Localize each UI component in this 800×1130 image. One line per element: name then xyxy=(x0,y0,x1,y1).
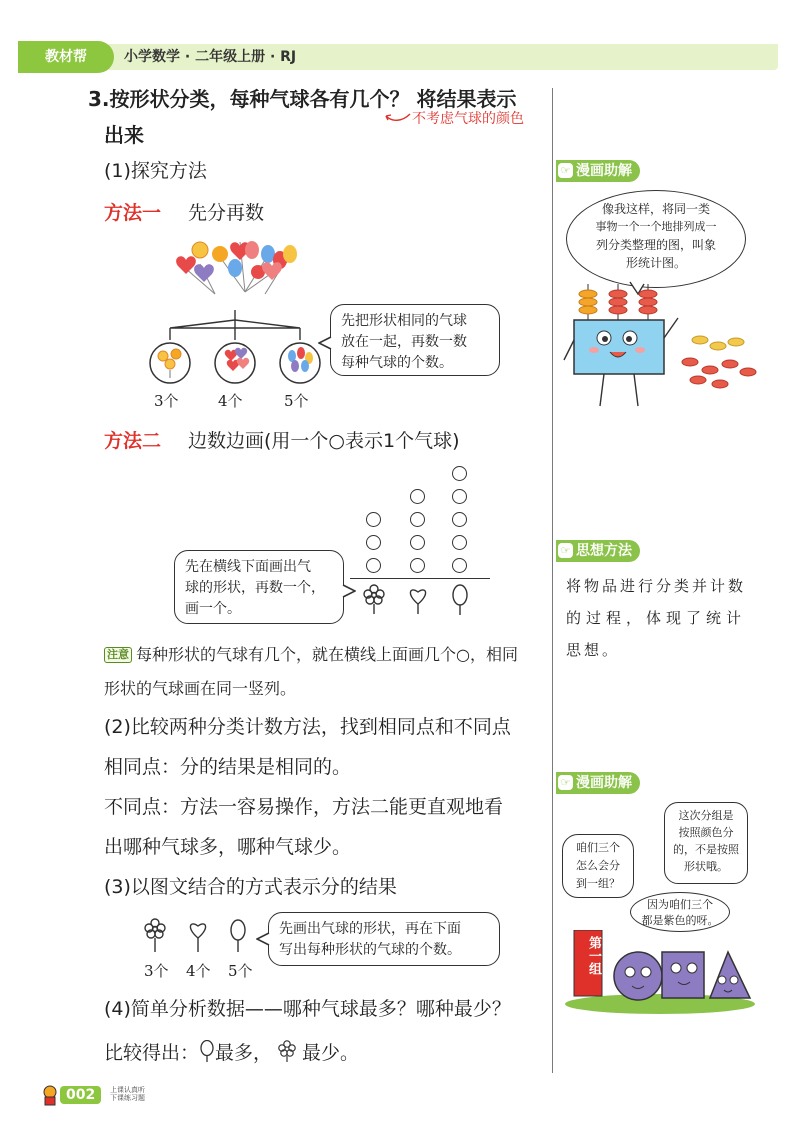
part3-speech-bubble xyxy=(268,912,500,966)
comic1-line: 像我这样，将同一类 xyxy=(601,202,710,216)
part2-diff1: 不同点：方法一容易操作，方法二能更直观地看 xyxy=(104,796,504,818)
thinking-line: 的过程，体现了统计 xyxy=(566,609,747,627)
flower-balloon-icon xyxy=(276,1040,298,1062)
bubble-tail-icon xyxy=(318,336,332,350)
heart-balloon-icon xyxy=(190,924,205,952)
comic2-b-line: 到一组？ xyxy=(576,877,620,890)
part4-conclusion xyxy=(104,1040,359,1066)
comic2-bubble-c xyxy=(630,892,730,932)
method1-bubble-line: 每种气球的个数。 xyxy=(341,355,453,371)
tally-circle xyxy=(452,535,467,550)
comic-help-label: 漫画助解 xyxy=(576,163,632,179)
comic-help-label-2: 漫画助解 xyxy=(576,775,632,791)
mascot-icon xyxy=(40,1084,60,1106)
tally-circle xyxy=(452,466,467,481)
thinking-method-tag xyxy=(556,540,640,562)
page-number: 002 xyxy=(60,1086,101,1104)
abacus-character-icon xyxy=(560,280,760,412)
comic1-bubble-text xyxy=(580,200,732,272)
thinking-method-label: 思想方法 xyxy=(576,543,632,559)
part1-label: (1)探究方法 xyxy=(104,160,207,182)
tally-circle xyxy=(410,489,425,504)
round-balloon-icon xyxy=(199,1040,215,1062)
comic2-a-line: 形状哦。 xyxy=(684,860,728,873)
tally-circle xyxy=(366,512,381,527)
heart-balloon-icon xyxy=(410,590,425,614)
part3-count-flower: 3个 xyxy=(144,962,169,980)
method1-label: 方法一 xyxy=(104,202,162,224)
method2-label: 方法二 xyxy=(104,430,162,452)
method1-speech-bubble xyxy=(330,304,500,376)
comic-help-tag xyxy=(556,160,640,182)
tally-circle xyxy=(366,558,381,573)
tally-circle xyxy=(366,535,381,550)
method1-bubble-line: 先把形状相同的气球 xyxy=(341,313,467,329)
tally-circle xyxy=(452,512,467,527)
method2-bubble-line: 球的形状，再数一个， xyxy=(185,580,325,596)
column-divider xyxy=(552,88,553,1073)
method2-text: 边数边画(用一个○表示1个气球) xyxy=(188,430,460,452)
note-text: 每种形状的气球有几个，就在横线上面画几个○，相同 xyxy=(136,645,518,664)
note-line1 xyxy=(104,642,518,668)
part2-diff2: 出哪种气球多，哪种气球少。 xyxy=(104,836,352,858)
comic-help-tag-2 xyxy=(556,772,640,794)
note-line2: 形状的气球画在同一竖列。 xyxy=(104,679,297,698)
flower-balloon-icon xyxy=(364,585,384,614)
part2-line1: (2)比较两种分类计数方法，找到相同点和不同点 xyxy=(104,716,511,738)
method1-text: 先分再数 xyxy=(188,202,265,224)
balloon-bunch-icon xyxy=(176,241,297,294)
comic1-line: 事物一个一个地排列成一 xyxy=(595,220,717,233)
part4-label: (4)简单分析数据——哪种气球最多？哪种最少？ xyxy=(104,998,511,1020)
tally-baseline xyxy=(350,578,490,579)
bubble-tail-icon xyxy=(342,584,356,598)
conclusion-prefix: 比较得出： xyxy=(104,1042,200,1064)
method1-count-flower: 3个 xyxy=(154,392,179,410)
tally-circle xyxy=(410,512,425,527)
round-balloon-icon xyxy=(231,920,245,952)
tally-circle xyxy=(410,558,425,573)
part3-label: (3)以图文结合的方式表示分的结果 xyxy=(104,876,397,898)
flower-balloon-icon xyxy=(145,919,165,952)
tally-circle xyxy=(452,489,467,504)
comic2-bubble-b xyxy=(562,834,634,898)
comic2-c-line: 因为咱们三个 xyxy=(647,898,713,911)
brand-tag: 教材帮 xyxy=(18,41,114,73)
comic2-c-line: 都是紫色的呀。 xyxy=(641,914,719,927)
part3-count-heart: 4个 xyxy=(186,962,211,980)
comic2-a-line: 这次分组是 xyxy=(678,809,734,822)
conclusion-least: 最少。 xyxy=(302,1042,360,1064)
question-line1: 3.按形状分类，每种气球各有几个？ 将结果表示 xyxy=(88,87,517,111)
hand-icon: ☞ xyxy=(558,543,573,558)
thinking-line: 将物品进行分类并计数 xyxy=(566,577,747,595)
note-badge: 注意 xyxy=(104,647,132,663)
question-line2: 出来 xyxy=(104,123,144,147)
annotation-arrow-icon xyxy=(382,108,412,124)
annotation-text: 不考虑气球的颜色 xyxy=(412,111,524,127)
footer-slogan-line: 上课认真听 xyxy=(110,1086,145,1094)
tally-circle xyxy=(452,558,467,573)
part3-count-round: 5个 xyxy=(228,962,253,980)
book-title: 小学数学 · 二年级上册 · RJ xyxy=(124,49,297,65)
method1-bubble-line: 放在一起，再数一数 xyxy=(341,334,467,350)
part3-bubble-line: 先画出气球的形状，再在下面 xyxy=(279,921,461,937)
footer-slogan-line: 下课练习题 xyxy=(110,1094,145,1102)
round-balloon-icon xyxy=(453,585,467,615)
comic2-b-line: 咱们三个 xyxy=(576,841,620,854)
method2-bubble-line: 画一个。 xyxy=(185,601,241,617)
footer-slogan xyxy=(110,1086,145,1102)
shape-row xyxy=(360,584,480,618)
comic1-line: 形统计图。 xyxy=(625,256,686,270)
thinking-line: 思想。 xyxy=(566,641,621,659)
comic2-a-line: 的，不是按照 xyxy=(673,843,739,856)
method2-speech-bubble xyxy=(174,550,344,624)
method2-bubble-line: 先在横线下面画出气 xyxy=(185,559,311,575)
tally-circle xyxy=(410,535,425,550)
part3-bubble-line: 写出每种形状的气球的个数。 xyxy=(279,942,461,958)
bubble-tail-icon xyxy=(256,932,270,946)
group-sign-text: 第一组 xyxy=(586,936,601,975)
hand-icon: ☞ xyxy=(558,163,573,178)
comic2-bubble-a xyxy=(664,802,748,884)
part3-shapes xyxy=(140,918,250,958)
comic1-line: 列分类整理的图，叫象 xyxy=(595,238,716,252)
method1-count-round: 5个 xyxy=(284,392,309,410)
comic2-b-line: 怎么会分 xyxy=(576,859,620,872)
hand-icon: ☞ xyxy=(558,775,573,790)
part2-same: 相同点：分的结果是相同的。 xyxy=(104,756,352,778)
conclusion-most: 最多， xyxy=(215,1042,273,1064)
method1-count-heart: 4个 xyxy=(218,392,243,410)
comic2-a-line: 按照颜色分 xyxy=(678,826,734,839)
